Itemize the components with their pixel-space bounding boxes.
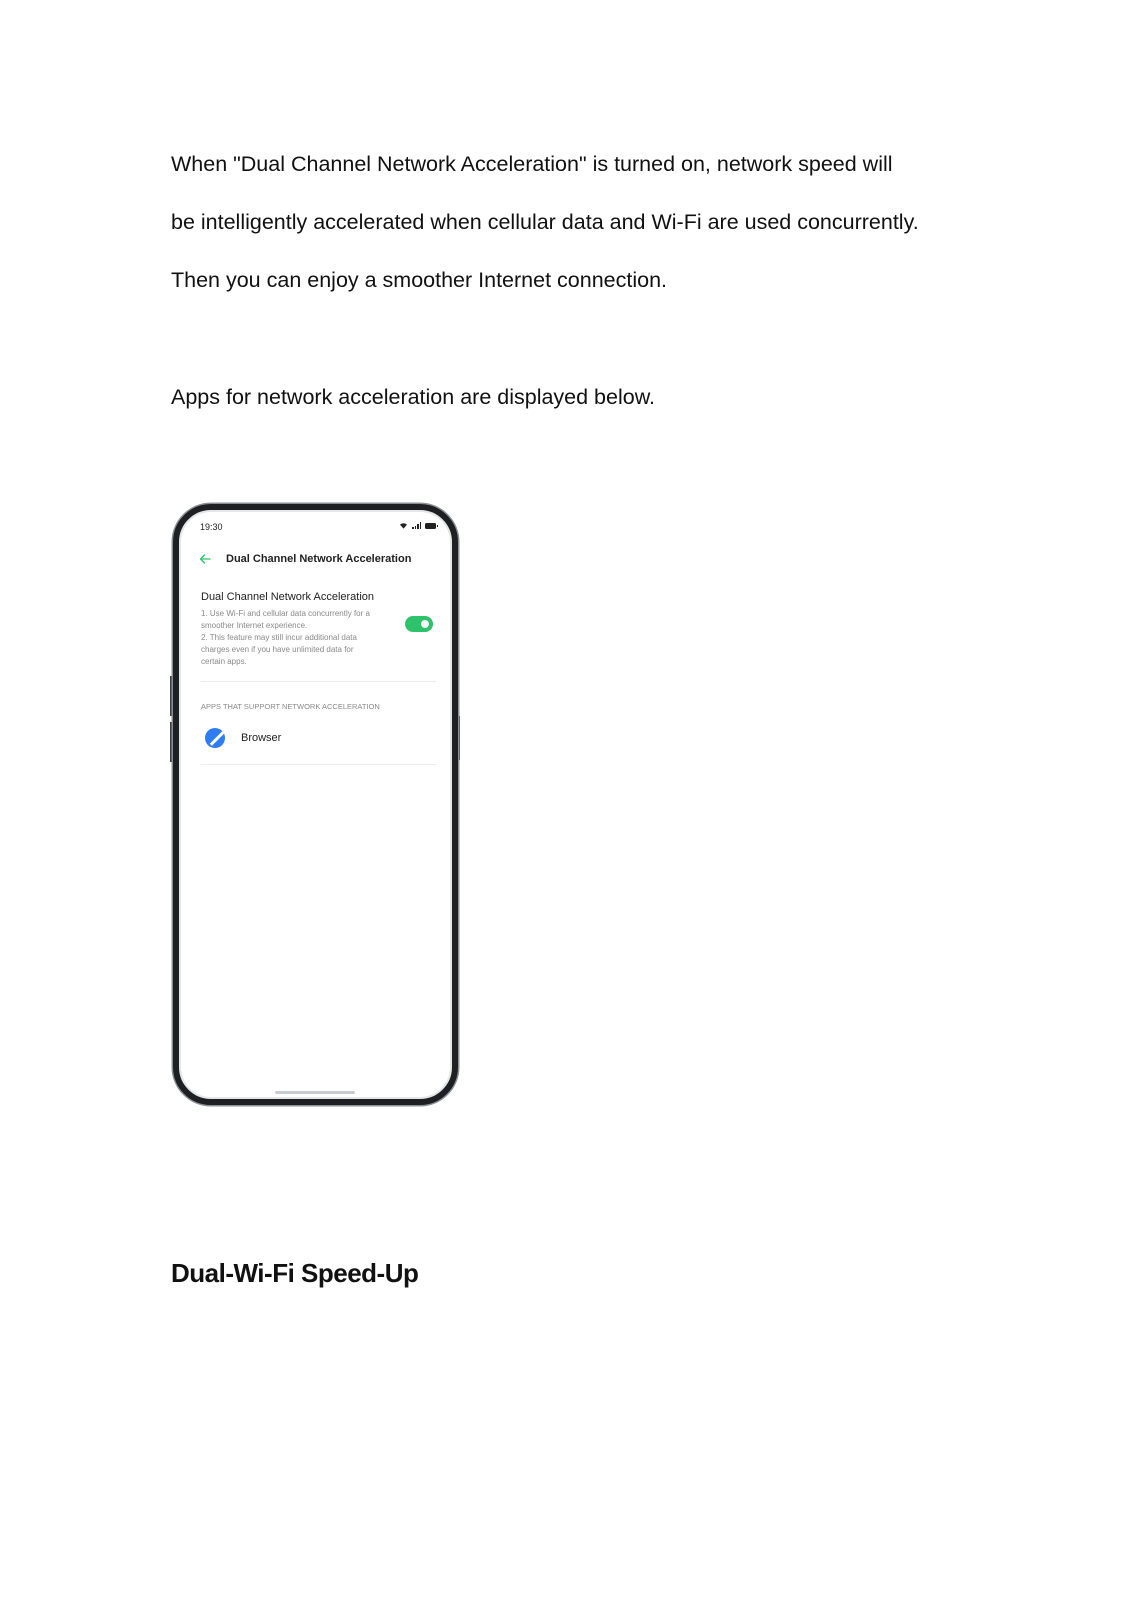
phone-screen: [179, 510, 452, 1099]
status-icons: [399, 522, 436, 529]
apps-intro-text: Apps for network acceleration are displayed below.: [171, 385, 656, 409]
setting-description-line: 1. Use Wi-Fi and cellular data concurrently for a: [201, 609, 370, 618]
section-heading: Dual-Wi-Fi Speed-Up: [171, 1258, 419, 1288]
battery-icon: [425, 523, 436, 529]
status-time: 19:30: [200, 522, 223, 532]
setting-description-line: smoother Internet experience.: [201, 621, 308, 630]
section-header: APPS THAT SUPPORT NETWORK ACCELERATION: [201, 702, 380, 711]
wifi-icon: [399, 522, 408, 529]
setting-description-line: certain apps.: [201, 657, 247, 666]
phone-mockup: [173, 504, 458, 1105]
intro-paragraph-line-2: be intelligently accelerated when cellular data and Wi-Fi are used concurrently.: [171, 210, 919, 234]
intro-paragraph-line-1: When "Dual Channel Network Acceleration" is turned on, network speed will: [171, 152, 893, 176]
home-indicator: [275, 1091, 355, 1094]
browser-icon: [205, 728, 225, 748]
back-arrow-icon[interactable]: [199, 553, 211, 565]
setting-title: Dual Channel Network Acceleration: [201, 591, 375, 603]
intro-paragraph-line-3: Then you can enjoy a smoother Internet connection.: [171, 268, 668, 292]
page-title: Dual Channel Network Acceleration: [226, 553, 412, 565]
setting-description: [201, 608, 396, 668]
divider: [201, 681, 436, 682]
signal-icon: [412, 522, 421, 529]
setting-description-line: 2. This feature may still incur additional data: [201, 633, 357, 642]
divider: [201, 764, 436, 765]
acceleration-toggle[interactable]: [405, 616, 433, 632]
app-name-browser[interactable]: Browser: [241, 732, 282, 744]
setting-description-line: charges even if you have unlimited data for: [201, 645, 354, 654]
